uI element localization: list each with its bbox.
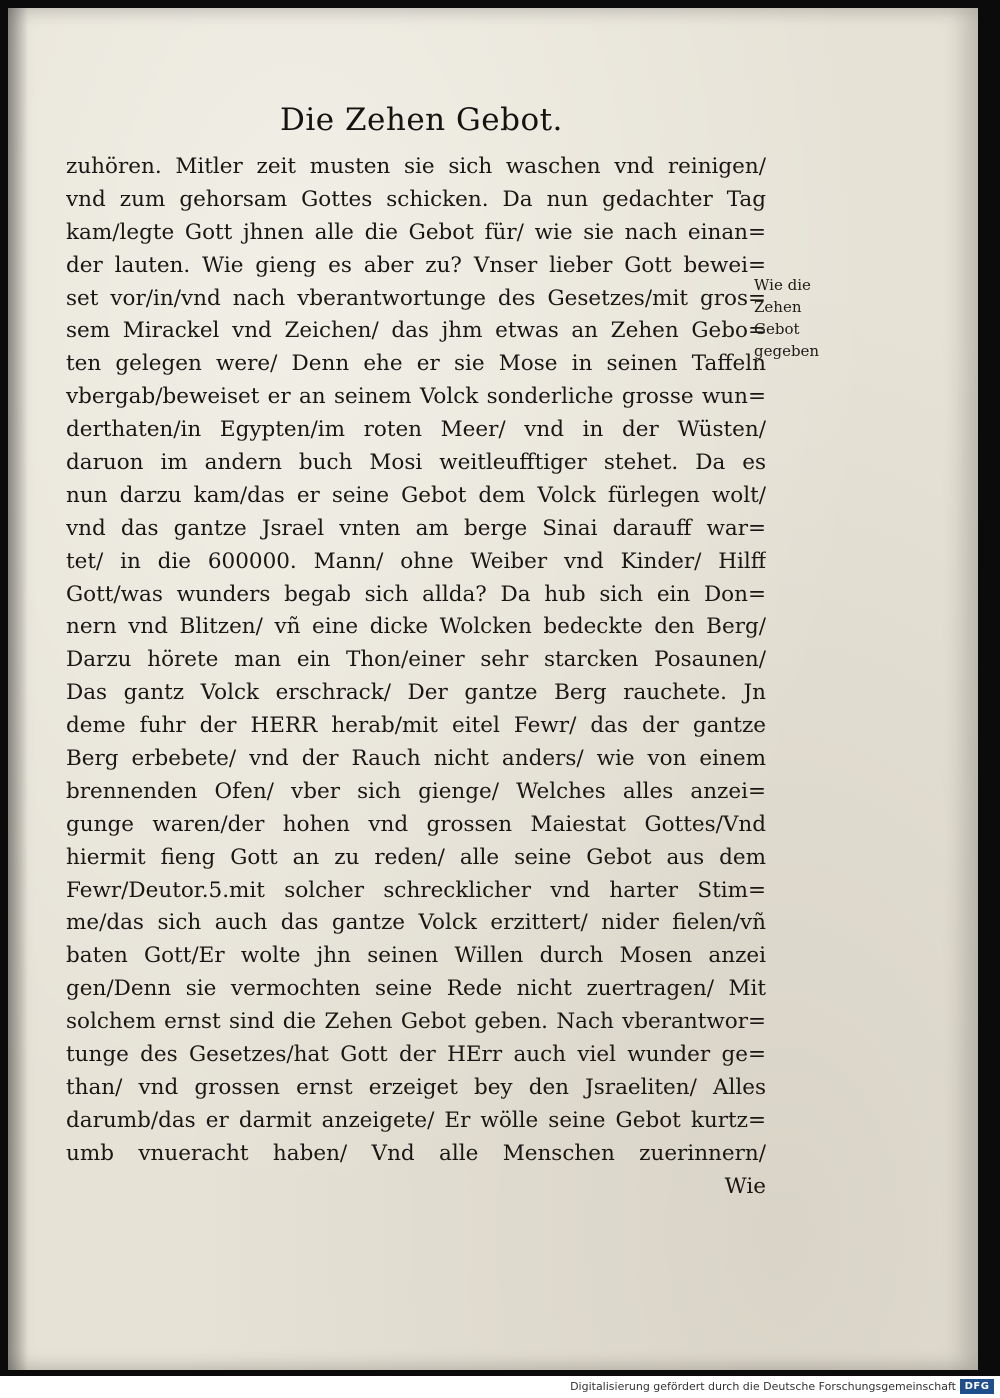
text-line: deme fuhr der HERR herab/mit eitel Fewr/ das der gantze: [66, 713, 766, 739]
text-line: Berg erbebete/ vnd der Rauch nicht anders/ wie von einem: [66, 746, 766, 772]
book-page: [8, 8, 978, 1370]
text-line: Gott/was wunders begab sich allda? Da hub sich ein Don=: [66, 581, 766, 607]
text-line: Das gantz Volck erschrack/ Der gantze Berg rauchete. Jn: [66, 680, 766, 706]
ink-bleed-mark: [808, 743, 838, 763]
text-line: set vor/in/vnd nach vberantwortunge des Gesetzes/mit gros=: [66, 285, 766, 311]
text-line: me/das sich auch das gantze Volck erzittert/ nider fielen/vñ: [66, 910, 766, 936]
marginal-note-line: Wie die: [754, 276, 811, 294]
text-line: darumb/das er darmit anzeigete/ Er wölle seine Gebot kurtz=: [66, 1107, 766, 1133]
text-line: sem Mirackel vnd Zeichen/ das jhm etwas an Zehen Gebo=: [66, 318, 766, 344]
text-line: solchem ernst sind die Zehen Gebot geben. Nach vberantwor=: [66, 1009, 766, 1035]
gutter-shadow: [8, 8, 28, 1370]
text-line: than/ vnd grossen ernst erzeiget bey den Jsraeliten/ Alles: [66, 1074, 766, 1100]
text-line: nun darzu kam/das er seine Gebot dem Volck fürlegen wolt/: [66, 482, 766, 508]
text-line: tunge des Gesetzes/hat Gott der HErr auch viel wunder ge=: [66, 1042, 766, 1068]
marginal-note-line: Zehen: [754, 298, 802, 316]
text-line: derthaten/in Egypten/im roten Meer/ vnd in der Wüsten/: [66, 417, 766, 443]
text-line: vnd das gantze Jsrael vnten am berge Sinai darauff war=: [66, 515, 766, 541]
running-head: Die Zehen Gebot.: [280, 102, 563, 138]
text-line: baten Gott/Er wolte jhn seinen Willen durch Mosen anzei: [66, 943, 766, 969]
text-line: tet/ in die 600000. Mann/ ohne Weiber vnd Kinder/ Hilff: [66, 548, 766, 574]
text-line: Fewr/Deutor.5.mit solcher schrecklicher vnd harter Stim=: [66, 877, 766, 903]
text-line: hiermit fieng Gott an zu reden/ alle seine Gebot aus dem: [66, 844, 766, 870]
marginal-note: [754, 274, 834, 362]
text-block: [66, 151, 766, 1204]
text-line: ten gelegen were/ Denn ehe er sie Mose in seinen Taffeln: [66, 351, 766, 377]
marginal-note-line: gegeben: [754, 342, 820, 360]
text-line: kam/legte Gott jhnen alle die Gebot für/ wie sie nach einan=: [66, 219, 766, 245]
marginal-note-line: Gebot: [754, 320, 800, 338]
funding-credit: Digitalisierung gefördert durch die Deutsche Forschungsgemeinschaft: [570, 1380, 956, 1393]
text-line: daruon im andern buch Mosi weitleufftiger stehet. Da es: [66, 450, 766, 476]
dfg-logo-icon: DFG: [960, 1379, 994, 1394]
footer-bar: [0, 1376, 1000, 1398]
text-line: zuhören. Mitler zeit musten sie sich waschen vnd reinigen/: [66, 154, 766, 179]
catchword: Wie: [724, 1173, 766, 1199]
text-line: Darzu hörete man ein Thon/einer sehr starcken Posaunen/: [66, 647, 766, 673]
text-line: nern vnd Blitzen/ vñ eine dicke Wolcken bedeckte den Berg/: [66, 614, 766, 640]
text-line: der lauten. Wie gieng es aber zu? Vnser lieber Gott bewei=: [66, 252, 766, 278]
text-line: brennenden Ofen/ vber sich gienge/ Welches alles anzei=: [66, 778, 766, 804]
text-line: gunge waren/der hohen vnd grossen Maiestat Gottes/Vnd: [66, 811, 766, 837]
text-line: vbergab/beweiset er an seinem Volck sonderliche grosse wun=: [66, 384, 766, 410]
text-line: gen/Denn sie vermochten seine Rede nicht zuertragen/ Mit: [66, 976, 766, 1002]
text-line: umb vnueracht haben/ Vnd alle Menschen zuerinnern/: [66, 1140, 766, 1166]
text-line: vnd zum gehorsam Gottes schicken. Da nun gedachter Tag: [66, 186, 766, 212]
